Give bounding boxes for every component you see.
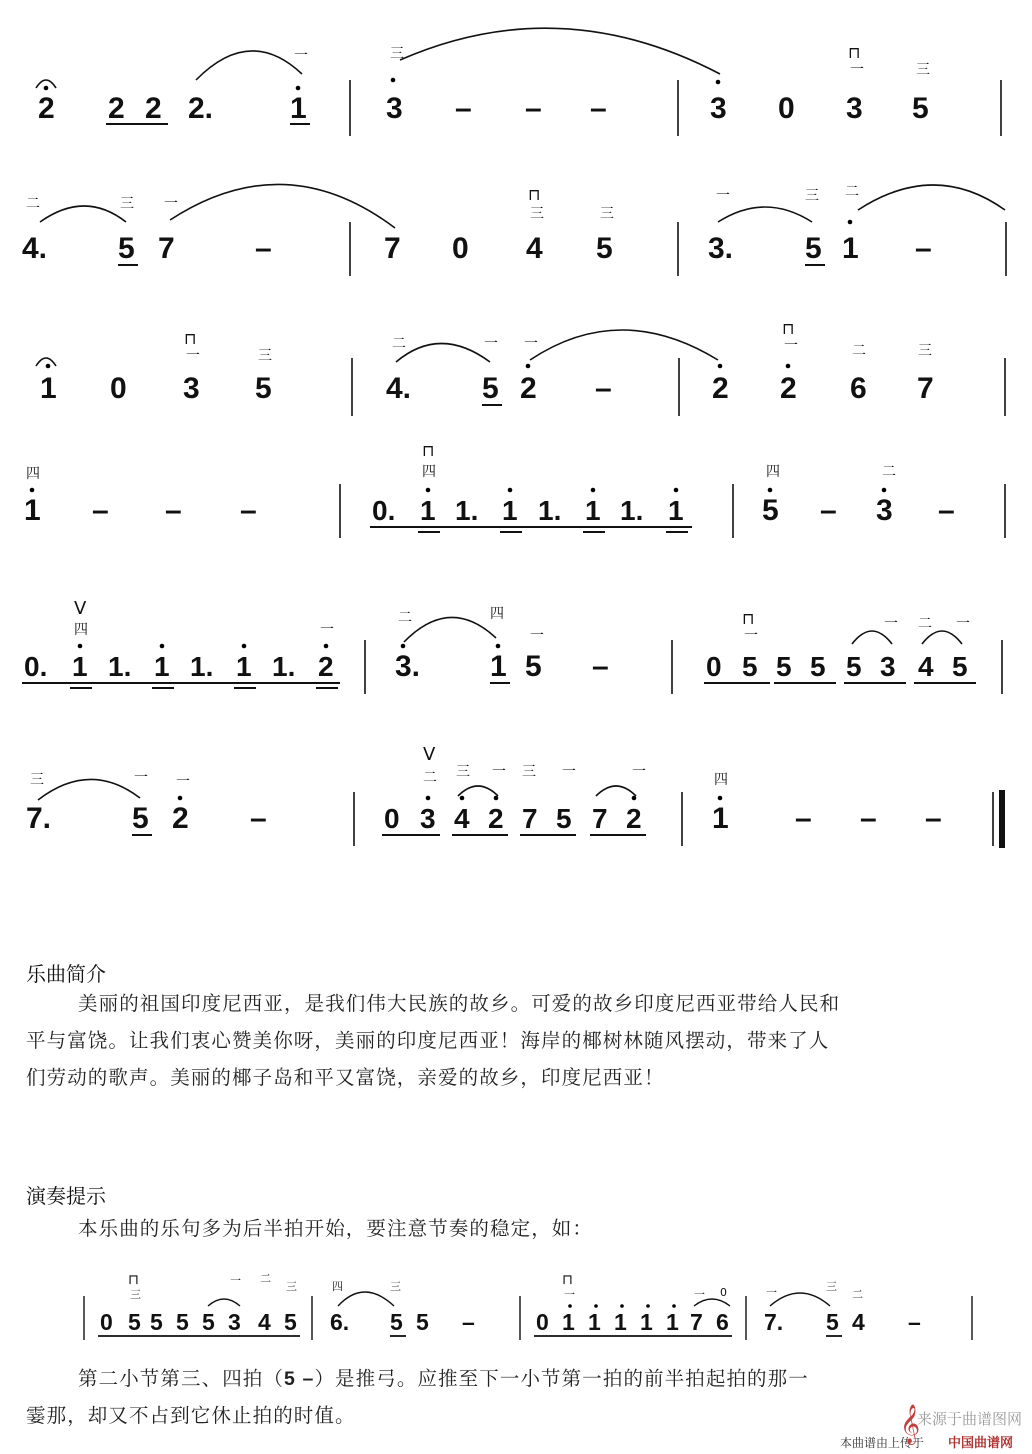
- fingering-mark: 一: [632, 764, 646, 780]
- fingering-mark: 四: [422, 464, 436, 480]
- note: –: [820, 494, 837, 527]
- fingering-mark: 二: [845, 184, 859, 200]
- note: 1: [154, 651, 170, 682]
- note: 5: [912, 92, 929, 125]
- note: 4: [918, 651, 934, 682]
- note: –: [255, 232, 272, 265]
- fingering-mark: 一: [850, 62, 864, 78]
- note: 5: [596, 232, 613, 265]
- note: 1: [842, 232, 859, 265]
- note: 0.: [24, 651, 48, 682]
- fingering-mark: 三: [286, 1280, 297, 1293]
- note: 4: [526, 232, 543, 265]
- note: 0: [536, 1309, 549, 1335]
- note: 5: [952, 651, 968, 682]
- note: 5: [826, 1309, 839, 1335]
- note: –: [595, 372, 612, 405]
- fingering-mark: 二: [423, 770, 437, 786]
- note: 5: [846, 651, 862, 682]
- fingering-mark: 三: [522, 764, 536, 780]
- fingering-mark: 四: [26, 466, 40, 482]
- note: 2: [318, 651, 334, 682]
- fingering-mark: ⊓: [528, 185, 541, 204]
- note: 2: [145, 92, 162, 125]
- fingering-mark: 一: [530, 628, 544, 644]
- note: 5: [776, 651, 792, 682]
- note: 1: [712, 802, 729, 835]
- tips-title: 演奏提示: [26, 1184, 106, 1208]
- note: 1.: [272, 651, 296, 682]
- note: 5: [150, 1309, 163, 1335]
- note: 5: [525, 650, 542, 683]
- note: 7.: [764, 1309, 784, 1335]
- fingering-mark: 一: [176, 774, 190, 790]
- note: 2: [108, 92, 125, 125]
- fingering-mark: ⊓: [742, 609, 755, 628]
- note: 2: [780, 372, 797, 405]
- note: 0: [100, 1309, 113, 1335]
- note: –: [250, 802, 267, 835]
- note: 6: [850, 372, 867, 405]
- fingering-mark: ⊓: [422, 441, 435, 460]
- note: 5: [762, 494, 779, 527]
- inline-notes: 5 –: [284, 1368, 315, 1390]
- note: 3: [846, 92, 863, 125]
- example-row: [84, 1272, 972, 1340]
- note: –: [860, 802, 877, 835]
- fingering-mark: 一: [564, 1288, 575, 1301]
- note: –: [908, 1309, 921, 1335]
- note: 1.: [620, 495, 644, 526]
- note: 4.: [22, 232, 48, 265]
- note: 5: [128, 1309, 141, 1335]
- note: 2: [626, 803, 642, 834]
- fingering-mark: 三: [30, 772, 44, 788]
- note: 1.: [455, 495, 479, 526]
- note: 3: [420, 803, 436, 834]
- note: 1: [585, 495, 601, 526]
- note: 1: [562, 1309, 575, 1335]
- tips-line-1: 本乐曲的乐句多为后半拍开始，要注意节奏的稳定，如：: [78, 1217, 594, 1240]
- note: 5: [132, 802, 149, 835]
- note: 5: [118, 232, 135, 265]
- note: 5: [556, 803, 572, 834]
- note: –: [240, 494, 257, 527]
- note: –: [462, 1309, 475, 1335]
- fingering-mark: 一: [694, 1288, 705, 1301]
- fingering-mark: 一: [484, 336, 498, 352]
- note: –: [92, 494, 109, 527]
- note: 7.: [26, 802, 52, 835]
- fingering-mark: 三: [826, 1280, 837, 1293]
- score-row-1: [36, 28, 1001, 136]
- fingering-mark: 二: [26, 196, 40, 212]
- note: –: [925, 802, 942, 835]
- fingering-mark: 三: [600, 206, 614, 222]
- fingering-mark: 一: [492, 764, 506, 780]
- credit-text: 本曲谱由上传于: [840, 1436, 925, 1450]
- note: 3: [386, 92, 403, 125]
- note: –: [455, 92, 472, 125]
- note: 1: [236, 651, 252, 682]
- note: 0: [384, 803, 400, 834]
- fingering-mark: 三: [805, 188, 819, 204]
- fingering-mark: V: [74, 598, 87, 619]
- note: 3: [880, 651, 896, 682]
- note: 5: [284, 1309, 297, 1335]
- note: 5: [255, 372, 272, 405]
- note: 0: [706, 651, 722, 682]
- note: 1: [614, 1309, 627, 1335]
- tips-line-2: 第二小节第三、四拍（5 –）是推弓。应推至下一小节第一拍的前半拍起拍的那一: [78, 1367, 809, 1390]
- note: 1.: [108, 651, 132, 682]
- score-row-6: [26, 744, 1005, 848]
- fingering-mark: 三: [120, 196, 134, 212]
- note: 1: [72, 651, 88, 682]
- note: –: [795, 802, 812, 835]
- fingering-mark: 二: [392, 336, 406, 352]
- note: 1: [668, 495, 684, 526]
- note: 5: [742, 651, 758, 682]
- intro-title: 乐曲简介: [26, 962, 106, 986]
- fingering-mark: 一: [716, 188, 730, 204]
- fingering-mark: 三: [390, 1280, 401, 1293]
- note: 5: [482, 372, 499, 405]
- note: –: [525, 92, 542, 125]
- fingering-mark: 四: [74, 622, 88, 638]
- fingering-mark: 一: [186, 348, 200, 364]
- fingering-mark: 一: [164, 196, 178, 212]
- note: 1: [588, 1309, 601, 1335]
- note: 5: [202, 1309, 215, 1335]
- fingering-mark: 二: [918, 616, 932, 632]
- note: 2.: [188, 92, 214, 125]
- note: 2: [712, 372, 729, 405]
- fingering-mark: 三: [916, 62, 930, 78]
- fingering-mark: 一: [784, 338, 798, 354]
- score-row-5: [22, 598, 1002, 694]
- note: 2: [488, 803, 504, 834]
- fingering-mark: 一: [562, 764, 576, 780]
- fingering-mark: 一: [294, 48, 308, 64]
- note: 5: [805, 232, 822, 265]
- fingering-mark: 四: [714, 772, 728, 788]
- note: 2: [520, 372, 537, 405]
- note: 2: [172, 802, 189, 835]
- note: –: [915, 232, 932, 265]
- treble-clef-icon: 𝄞: [900, 1404, 921, 1444]
- fingering-mark: ⊓: [848, 43, 861, 62]
- tips-line-3: 霎那，却又不占到它休止拍的时值。: [26, 1404, 356, 1427]
- note: 7: [690, 1309, 703, 1335]
- note: 3: [183, 372, 200, 405]
- note: 0: [452, 232, 469, 265]
- note: 7: [522, 803, 538, 834]
- fingering-mark: 一: [524, 336, 538, 352]
- fingering-mark: 四: [332, 1280, 343, 1293]
- fingering-mark: 一: [766, 1286, 777, 1299]
- note: –: [592, 650, 609, 683]
- fingering-mark: 四: [766, 464, 780, 480]
- note: 0.: [372, 495, 396, 526]
- note: 3: [876, 494, 893, 527]
- fingering-mark: 二: [260, 1272, 271, 1285]
- note: –: [165, 494, 182, 527]
- note: 1: [666, 1309, 679, 1335]
- note: 7: [384, 232, 401, 265]
- fingering-mark: 二: [852, 1288, 863, 1301]
- fingering-mark: 0: [720, 1286, 727, 1299]
- note: 3.: [708, 232, 734, 265]
- note: 5: [176, 1309, 189, 1335]
- note: 5: [810, 651, 826, 682]
- note: 1: [420, 495, 436, 526]
- note: 1.: [190, 651, 214, 682]
- fingering-mark: V: [423, 744, 436, 765]
- note: 2: [38, 92, 55, 125]
- note: 7: [917, 372, 934, 405]
- fingering-mark: 一: [744, 628, 758, 644]
- fingering-mark: 三: [918, 343, 932, 359]
- fingering-mark: 二: [882, 464, 896, 480]
- fingering-mark: 一: [884, 616, 898, 632]
- fingering-mark: 三: [456, 764, 470, 780]
- fingering-mark: 三: [130, 1288, 141, 1301]
- score-row-2: [22, 184, 1006, 276]
- fingering-mark: ⊓: [782, 319, 795, 338]
- fingering-mark: 一: [320, 622, 334, 638]
- note: 5: [390, 1309, 403, 1335]
- fingering-mark: 一: [956, 616, 970, 632]
- fingering-mark: 三: [390, 46, 404, 62]
- note: 1: [290, 92, 307, 125]
- fingering-mark: ⊓: [562, 1272, 573, 1288]
- note: 0: [110, 372, 127, 405]
- note: –: [590, 92, 607, 125]
- note: 1: [502, 495, 518, 526]
- note: 1.: [538, 495, 562, 526]
- note: 7: [592, 803, 608, 834]
- note: –: [938, 494, 955, 527]
- note: 1: [40, 372, 57, 405]
- intro-line-3: 们劳动的歌声。美丽的椰子岛和平又富饶，亲爱的故乡，印度尼西亚！: [26, 1066, 665, 1089]
- fingering-mark: 二: [852, 343, 866, 359]
- fingering-mark: 一: [134, 770, 148, 786]
- note: 6.: [330, 1309, 350, 1335]
- note: 1: [24, 494, 41, 527]
- note: 1: [490, 650, 507, 683]
- site-logo: 中国曲谱网: [948, 1436, 1014, 1451]
- intro-line-2: 平与富饶。让我们衷心赞美你呀，美丽的印度尼西亚！海岸的椰树林随风摆动，带来了人: [26, 1029, 830, 1052]
- note: 4.: [386, 372, 412, 405]
- note: 6: [716, 1309, 729, 1335]
- note: 7: [158, 232, 175, 265]
- intro-line-1: 美丽的祖国印度尼西亚，是我们伟大民族的故乡。可爱的故乡印度尼西亚带给人民和: [78, 992, 841, 1015]
- note: 4: [454, 803, 470, 834]
- fingering-mark: ⊓: [128, 1272, 139, 1288]
- note: 4: [852, 1309, 865, 1335]
- fingering-mark: ⊓: [184, 329, 197, 348]
- note: 5: [416, 1309, 429, 1335]
- score-row-4: [24, 441, 1005, 538]
- note: 4: [258, 1309, 271, 1335]
- fingering-mark: 一: [230, 1274, 241, 1287]
- note: 0: [778, 92, 795, 125]
- note: 1: [640, 1309, 653, 1335]
- fingering-mark: 三: [258, 348, 272, 364]
- fingering-mark: 二: [398, 610, 412, 626]
- fingering-mark: 三: [530, 206, 544, 222]
- source-watermark: 来源于曲谱图网: [916, 1410, 1022, 1428]
- score-row-3: [36, 319, 1005, 416]
- note: 3: [228, 1309, 241, 1335]
- fingering-mark: 四: [490, 606, 504, 622]
- note: 3: [710, 92, 727, 125]
- note: 3.: [395, 650, 421, 683]
